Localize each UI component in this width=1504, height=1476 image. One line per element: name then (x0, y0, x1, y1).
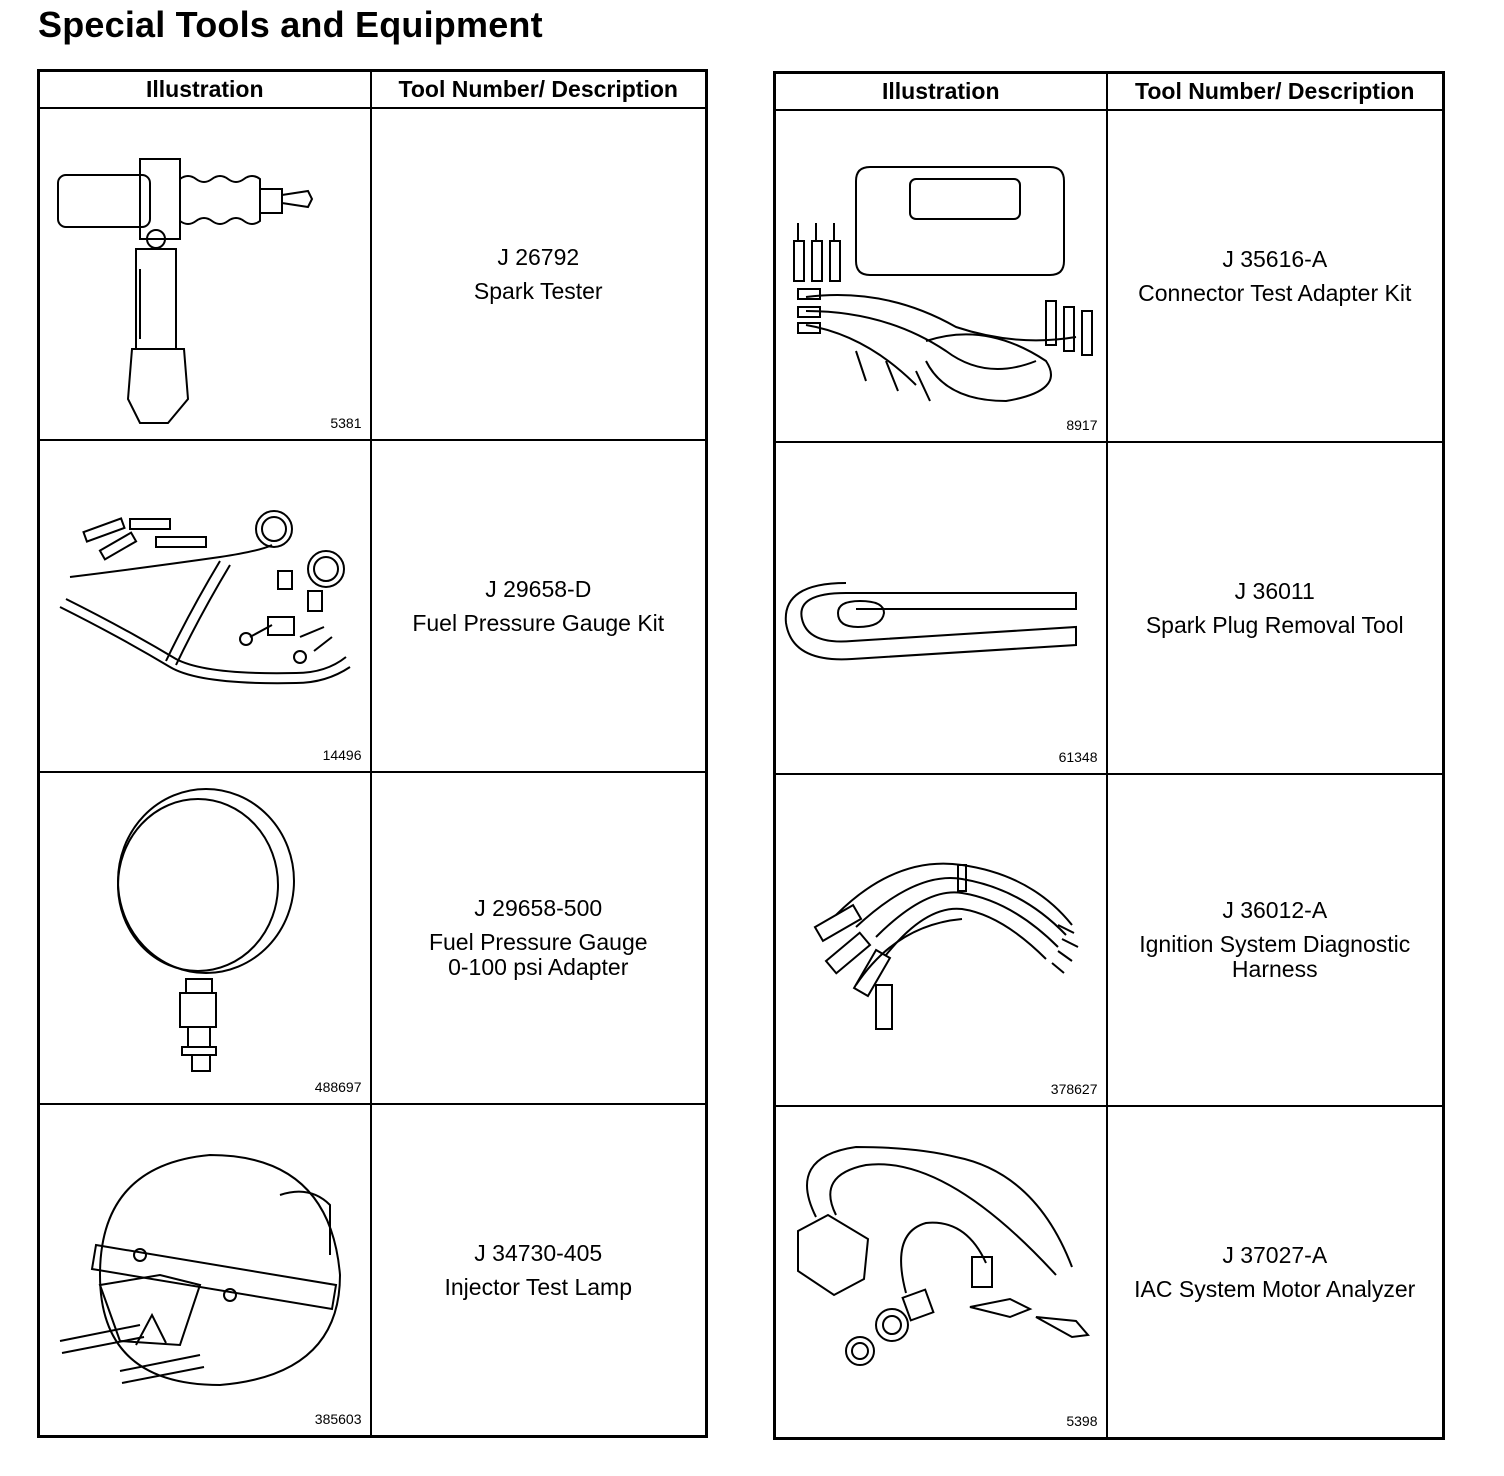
pressure-gauge-icon (40, 773, 370, 1103)
figure-number: 14496 (322, 747, 362, 763)
tool-number: J 35616-A (1222, 245, 1328, 272)
figure-number: 5398 (1066, 1413, 1098, 1429)
header-tool-number: Tool Number/ Description (371, 71, 707, 109)
figure-number: 385603 (314, 1411, 362, 1427)
table-row (775, 442, 1444, 774)
fuel-gauge-kit-icon (40, 441, 370, 771)
tool-number: J 37027-A (1222, 1241, 1328, 1268)
description-cell (1107, 1106, 1444, 1439)
description-cell (1107, 774, 1444, 1106)
illustration-cell (39, 772, 371, 1104)
tool-number: J 29658-D (485, 575, 592, 602)
tool-description: Connector Test Adapter Kit (1138, 279, 1412, 306)
tool-description: Ignition System Diagnostic Harness (1139, 931, 1411, 982)
table-row (39, 1104, 707, 1437)
tool-description: Spark Tester (473, 277, 603, 304)
header-tool-number: Tool Number/ Description (1107, 73, 1444, 111)
tool-number: J 34730-405 (474, 1239, 603, 1266)
description-cell (371, 440, 707, 772)
tool-number: J 29658-500 (474, 895, 603, 921)
tool-number: J 26792 (497, 243, 580, 270)
tool-description: Spark Plug Removal Tool (1145, 611, 1404, 638)
description-cell (371, 1104, 707, 1437)
table-row (775, 774, 1444, 1106)
header-illustration: Illustration (39, 71, 371, 109)
figure-number: 5381 (330, 415, 362, 431)
tool-number: J 36011 (1234, 577, 1315, 604)
tool-description: IAC System Motor Analyzer (1134, 1275, 1416, 1302)
adapter-kit-icon (776, 111, 1106, 441)
page-title: Special Tools and Equipment (38, 4, 543, 45)
injector-test-lamp-icon (40, 1105, 370, 1435)
illustration-cell (775, 110, 1107, 442)
tool-number: J 36012-A (1222, 897, 1328, 923)
figure-number: 8917 (1066, 417, 1098, 433)
description-cell (1107, 110, 1444, 442)
diagnostic-harness-icon (776, 775, 1106, 1105)
motor-analyzer-icon (776, 1107, 1106, 1437)
tool-description: Fuel Pressure Gauge 0-100 psi Adapter (428, 929, 648, 980)
header-row (39, 71, 707, 109)
table-row (39, 440, 707, 772)
illustration-cell (39, 108, 371, 440)
illustration-cell (775, 774, 1107, 1106)
description-cell (371, 772, 707, 1104)
header-illustration: Illustration (775, 73, 1107, 111)
figure-number: 61348 (1058, 749, 1098, 765)
table-row (775, 1106, 1444, 1439)
figure-number: 488697 (314, 1079, 362, 1095)
tools-table-right (773, 71, 1445, 1440)
illustration-cell (39, 1104, 371, 1437)
illustration-cell (775, 442, 1107, 774)
table-row (39, 108, 707, 440)
description-cell (371, 108, 707, 440)
table-row (775, 110, 1444, 442)
illustration-cell (39, 440, 371, 772)
table-row (39, 772, 707, 1104)
tool-description: Injector Test Lamp (444, 1273, 632, 1300)
tool-description: Fuel Pressure Gauge Kit (412, 609, 665, 636)
figure-number: 378627 (1050, 1081, 1098, 1097)
spark-plug-removal-tool-icon (776, 443, 1106, 773)
illustration-cell (775, 1106, 1107, 1439)
tools-table-left (37, 69, 708, 1438)
description-cell (1107, 442, 1444, 774)
spark-tester-icon (40, 109, 370, 439)
header-row (775, 73, 1444, 111)
